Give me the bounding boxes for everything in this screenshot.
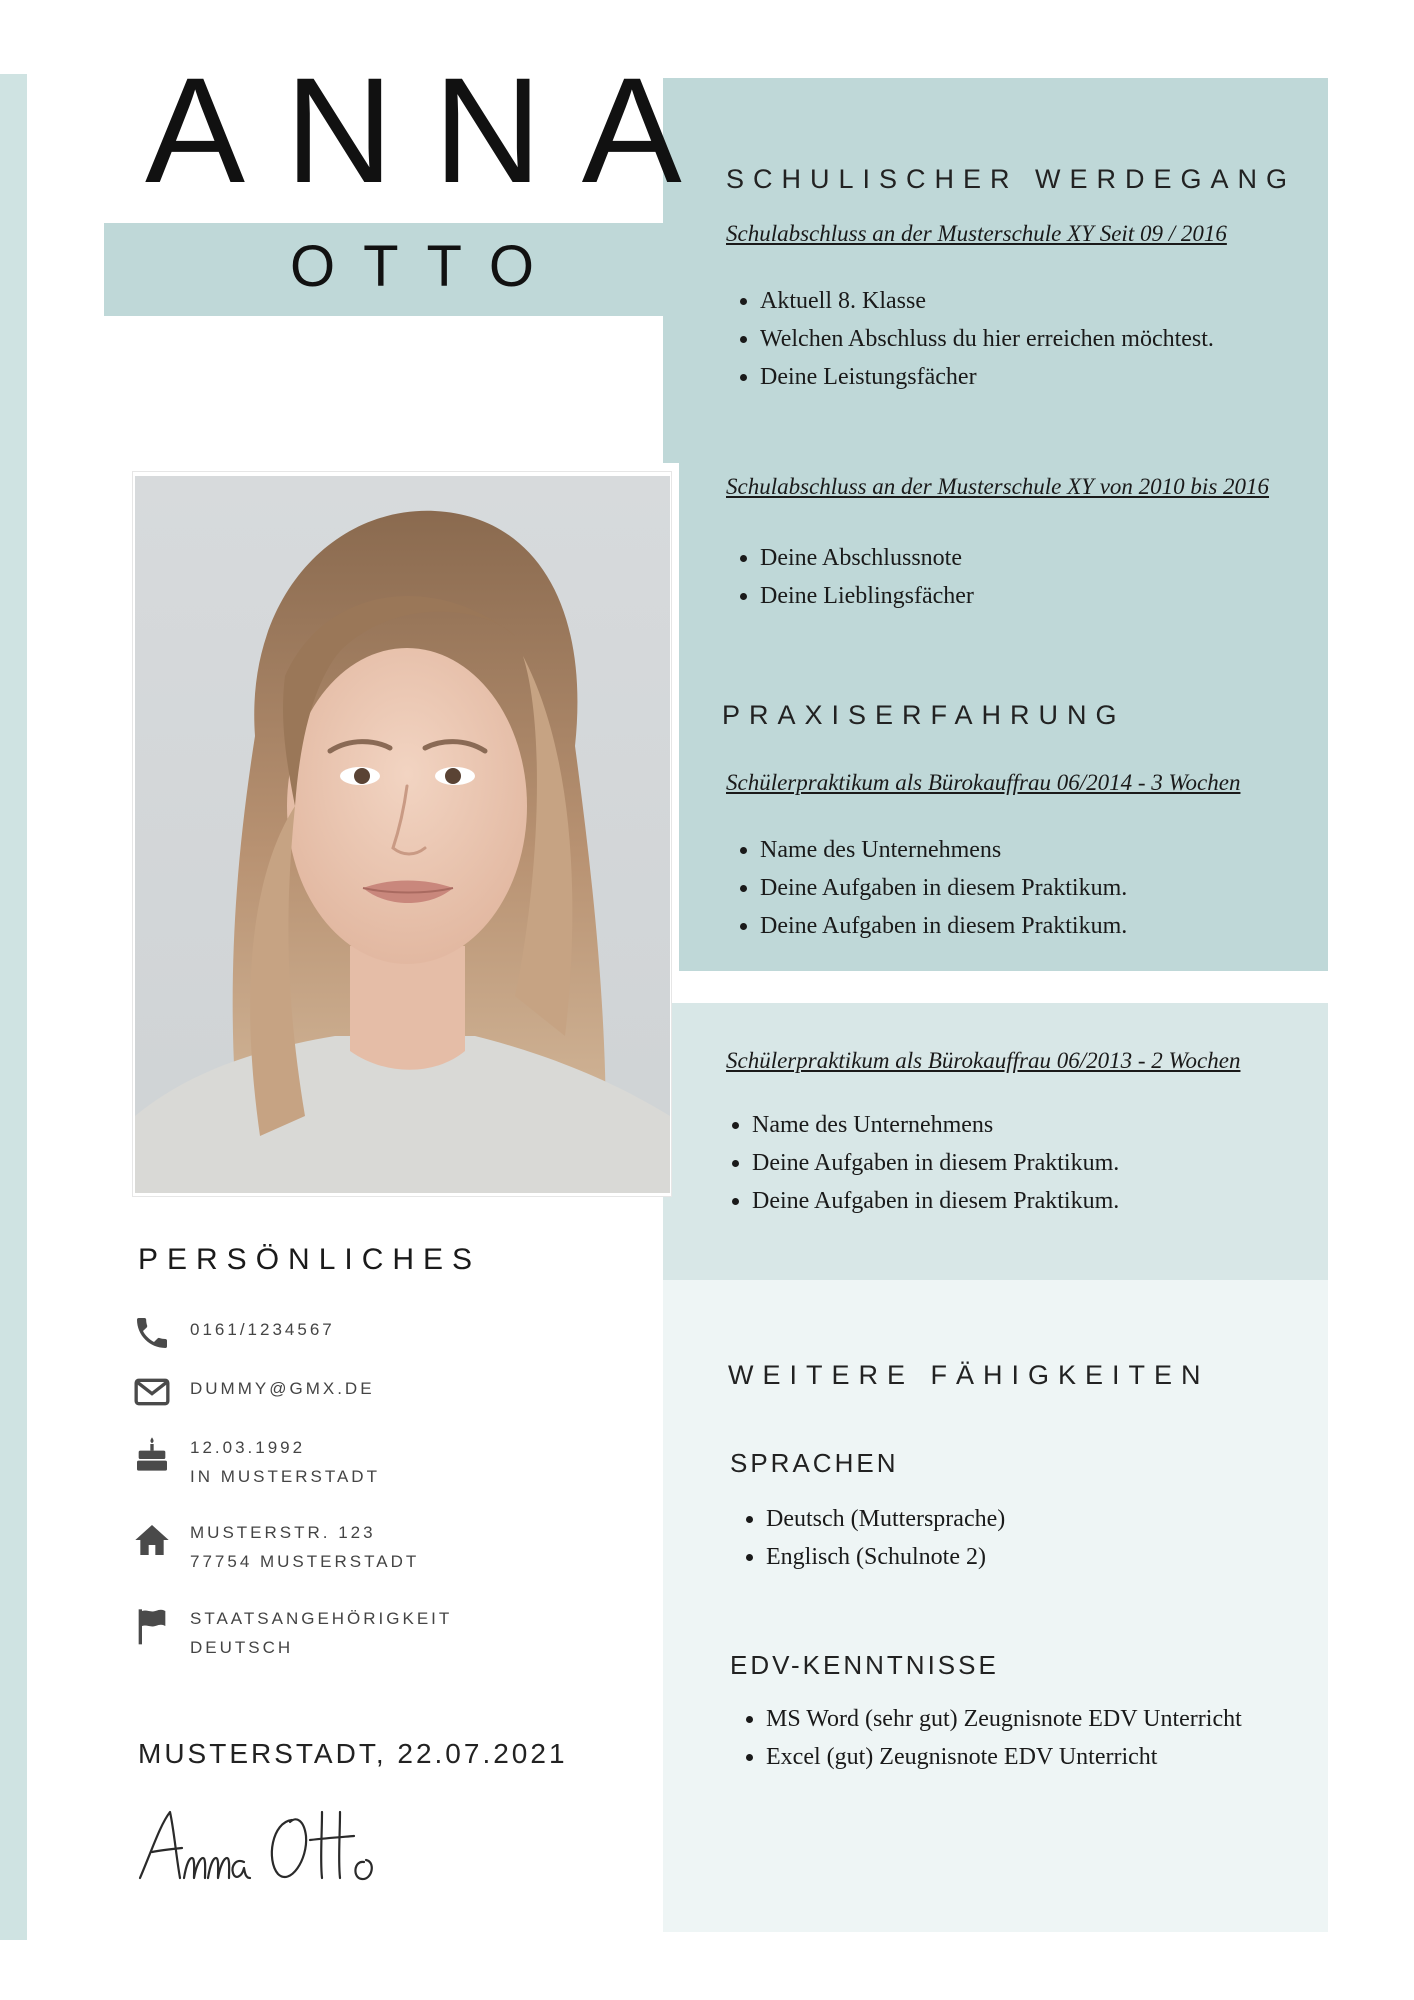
education-entry-bullets-2 (726, 539, 974, 615)
list-item: • Excel (gut) Zeugnisnote EDV Unterricht (766, 1738, 1242, 1776)
last-name: OTTO (290, 234, 563, 299)
nationality-info (190, 1604, 452, 1662)
first-name: ANNA (145, 46, 722, 214)
experience-heading: PRAXISERFAHRUNG (722, 700, 1126, 730)
home-icon (132, 1520, 172, 1560)
phone-icon (132, 1313, 172, 1353)
list-item: • Name des Unternehmens (760, 831, 1127, 869)
experience-entry-bullets-2 (718, 1106, 1119, 1220)
place-and-date: MUSTERSTADT, 22.07.2021 (138, 1738, 568, 1769)
list-item: • Name des Unternehmens (752, 1106, 1119, 1144)
personal-heading: PERSÖNLICHES (138, 1243, 482, 1276)
education-entry-title-2: Schulabschluss an der Musterschule XY von 2010 bis 2016 (726, 474, 1270, 499)
signature (132, 1800, 432, 1890)
experience-entry-bullets-1 (726, 831, 1127, 945)
list-item: • Englisch (Schulnote 2) (766, 1538, 1005, 1576)
education-entry-bullets-1 (726, 282, 1214, 396)
flag-icon (132, 1606, 172, 1646)
left-accent-stripe (0, 74, 27, 1940)
city-text: 77754 MUSTERSTADT (190, 1552, 420, 1571)
birth-info (190, 1433, 380, 1491)
list-item: • Deine Aufgaben in diesem Praktikum. (752, 1182, 1119, 1220)
list-item: • MS Word (sehr gut) Zeugnisnote EDV Unterricht (766, 1700, 1242, 1738)
phone-text: 0161/1234567 (190, 1320, 335, 1339)
address-info (190, 1518, 419, 1576)
list-item: • Deutsch (Muttersprache) (766, 1500, 1005, 1538)
education-heading: SCHULISCHER WERDEGANG (726, 164, 1297, 194)
portrait-illustration (135, 476, 670, 1193)
it-skills-heading: EDV-KENNTNISSE (730, 1650, 999, 1680)
education-entry-title-1: Schulabschluss an der Musterschule XY Seit 09 / 2016 (726, 221, 1227, 246)
birthday-cake-icon (132, 1434, 172, 1474)
languages-heading: SPRACHEN (730, 1448, 899, 1478)
list-item: • Aktuell 8. Klasse (760, 282, 1214, 320)
nationality-text: DEUTSCH (190, 1638, 294, 1657)
list-item: • Deine Leistungsfächer (760, 358, 1214, 396)
skills-heading: WEITERE FÄHIGKEITEN (728, 1360, 1210, 1390)
it-skills-bullets (732, 1700, 1242, 1776)
email-text: DUMMY@GMX.DE (190, 1379, 375, 1398)
list-item: • Deine Aufgaben in diesem Praktikum. (752, 1144, 1119, 1182)
mail-icon (132, 1372, 172, 1412)
portrait-photo (135, 476, 670, 1193)
experience-entry-title-1: Schülerpraktikum als Bürokauffrau 06/2014 - 3 Wochen (726, 770, 1241, 795)
list-item: • Deine Aufgaben in diesem Praktikum. (760, 907, 1127, 945)
list-item: • Deine Aufgaben in diesem Praktikum. (760, 869, 1127, 907)
birth-date-text: 12.03.1992 (190, 1438, 306, 1457)
list-item: • Deine Lieblingsfächer (760, 577, 974, 615)
experience-entry-title-2: Schülerpraktikum als Bürokauffrau 06/2013 - 2 Wochen (726, 1048, 1241, 1073)
nationality-label: STAATSANGEHÖRIGKEIT (190, 1609, 453, 1628)
street-text: MUSTERSTR. 123 (190, 1523, 376, 1542)
list-item: • Deine Abschlussnote (760, 539, 974, 577)
languages-bullets (732, 1500, 1005, 1576)
list-item: • Welchen Abschluss du hier erreichen möchtest. (760, 320, 1214, 358)
birth-place-text: IN MUSTERSTADT (190, 1467, 380, 1486)
